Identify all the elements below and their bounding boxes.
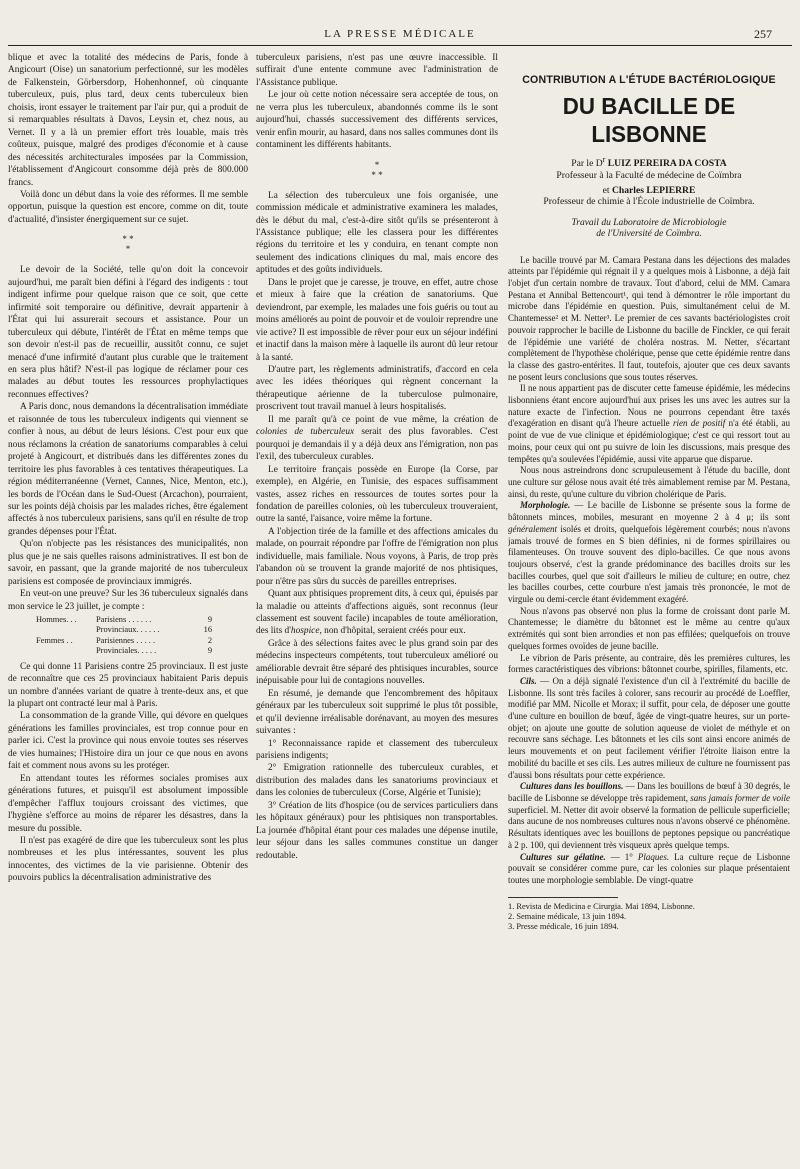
table-row: Femmes . . Parisiennes . . . . . 2 [36,635,212,645]
section-separator: * * * [122,234,134,255]
paragraph: Cils. — On a déjà signalé l'existence d'un cil à l'extrémité du bacille de Lisbonne. Ils sont très faciles à colorer, sans recourir au procédé de Loeffler, modifié par MM. Nicolle et Morax; il suffit, pour cela, de déposer une goutte d'une culture en bouillon de bœuf, âgée de vingt-quatre heures, sur un porte-objet; on ajoute une goutte de solution aqueuse de violet de méthyle et on recouvre sans séchage. Les bâtonnets et les cils sont ainsi encore animés de leurs mouvements et on peut facilement vérifier l'étroite liaison entre la mobilité du bacille et ses cils. Les autres milieux de culture ne fournissent pas d'aussi bons résultats pour cette expérience. [508,675,790,780]
paragraph: Il me paraît qu'à ce point de vue même, la création de colonies de tuberculeux serait des plus favorables. C'est pourquoi je demandais il y a déjà deux ans l'émigration, non pas l'exil, des tuberculeux curables. [256,414,498,463]
paragraph: Il n'est pas exagéré de dire que les tuberculeux sont les plus nombreuses et les plus intéressantes, souvent les plus innocentes, des victimes de la vie parisienne. Obtenir des pouvoirs publics la décentralisation administrative des [8,836,248,884]
paragraph: En résumé, je demande que l'encombrement des hôpitaux généraux par les tuberculeux soit supprimé le plus tôt possible, et qu'il devienne irréalisable dorénavant, au moyen des mesures suivantes : [256,688,498,737]
article-body [508,255,790,933]
list-item: 3° Création de lits d'hospice (ou de services particuliers dans les hôpitaux généraux) pour les phtisiques non transportables. La journée d'hôpital étant pour ces malades une dépense inutile, leur séjour dans les salles communes constitue un danger redoutable. [256,800,498,861]
paragraph: Le devoir de la Société, telle qu'on doit la concevoir aujourd'hui, me paraît bien défini à l'égard des indigents : tout indigent infirme pour quelque raison que ce soit, que cette infirmité soit temporaire ou définitive, devrait appartenir à l'État qui lui assurerait secours et assistance. Pour un tuberculeux qui débute, l'intérêt de l'État en même temps que son devoir n'est-il pas de recueillir, aussitôt connu, ce sujet menacé d'une infirmité d'autant plus curable que le traitement en sera plus hâtif? N'est-il pas logique de réclamer pour ces malades au début toutes les ressources prophylactiques reconnues effectives? [8,265,248,400]
paragraph: Nous n'avons pas observé non plus la forme de croissant dont parle M. Chantemesse; le diamètre du bâtonnet est le même au centre qu'aux extrémités qui sont bien arrondies et non pas effilées; quelquefois on trouve quelques formes ovoïdes de jeune bacille. [508,605,790,651]
list-item: 1° Reconnaissance rapide et classement des tuberculeux parisiens indigents; [256,738,498,762]
paragraph: En attendant toutes les réformes sociales promises aux générations futures, et puisqu'il est absolument impossible d'empêcher l'afflux toujours croissant des victimes, que l'hygiène s'efforce au moins de réparer les désastres, dans la mesure du possible. [8,773,248,834]
laboratory-note: Travail du Laboratoire de Microbiologie de l'Université de Coïmbra. [571,217,727,240]
paragraph: En veut-on une preuve? Sur les 36 tuberculeux signalés dans mon service le 23 juillet, je compte : [8,589,248,612]
footnote: 3. Presse médicale, 16 juin 1894. [508,922,619,932]
column-3 [508,52,790,1164]
page-header [0,26,800,44]
section-heading: Morphologie. [520,500,571,511]
journal-title: LA PRESSE MÉDICALE [324,28,476,40]
emphasis: colonies de tuberculeux [256,427,355,438]
column-1 [8,52,248,1164]
article-supertitle: CONTRIBUTION A L'ÉTUDE BACTÉRIOLOGIQUE [522,74,776,86]
list-item: 2° Emigration rationnelle des tuberculeux curables, et distribution des malades dans les sanatoriums provinciaux et dans les colonies de tuberculeux (Corse, Algérie et Tunisie); [256,763,498,799]
page-number: 257 [754,27,772,41]
section-heading: Cils. [520,675,537,686]
article-title: DU BACILLE DE LISBONNE [562,93,736,148]
table-row: Provinciales. . . . . 9 [96,646,212,656]
paragraph: Nous nous astreindrons donc scrupuleusement à l'étude du bacille, dont une culture sur gélose nous avait été très aimablement remise par M. Pestana, ainsi, du reste, qu'une culture du vibrion cholérique de Paris. [508,465,790,499]
statistics-table [36,615,248,657]
paragraph: blique et avec la totalité des médecins de Paris, fonde à Angicourt (Oise) un sanatorium perfectionné, sur les modèles de Falkenstein, Görbersdorp, Hohenhonnef, où cinquante tuberculeux, puis, plus tard, deux cents tuberculeux bien choisis, iront essayer le traitement par l'air pur, qui a produit de si remarquables résultats à Davos, Leysin et, chez nous, au Vernet. Il y a là un premier effort très louable, mais très coûteux, puisque, malgré des prodiges d'économie et à cause des nécessités architecturales imposées par la Commission, l'établissement d'Angicourt consomme déjà près de 800.000 francs. [8,53,248,188]
column-2 [256,52,498,1164]
section-heading: Cultures dans les bouillons. [520,781,624,792]
author-affiliation: Professeur de chimie à l'École industrielle de Coïmbra. [543,196,755,208]
paragraph: Cultures dans les bouillons. — Dans les bouillons de bœuf à 30 degrés, le bacille de Lisbonne se développe très rapidement, sans jamais former de voile superficiel. M. Netter dit avoir observé la formation de pellicule superficielle; dans aucune de nos nombreuses cultures nous n'avons observé ce phénomène. Résultats identiques avec les bouillons de peptones pepsique ou pancréatique à 2 p. 100, qui deviennent très visqueux après quelque temps. [508,781,790,850]
author-affiliation: Professeur à la Faculté de médecine de Coïmbra [556,170,742,182]
footnote-rule [508,897,618,898]
emphasis: hospice [290,626,320,637]
paragraph: Quant aux phtisiques proprement dits, à ceux qui, épuisés par la maladie ou atteints d'affections aiguës, sont reconnus (leur classement est souvent facile) incapables de toute amélioration, des lits d'hospice, non d'hôpital, seraient créés pour eux. [256,589,498,637]
paragraph: D'autre part, les règlements administratifs, d'accord en cela avec les idées théoriques qui règnent concernant la thérapeutique aérienne de la tuberculose pulmonaire, proscrivent tout travail manuel à leurs hospitalisés. [256,364,498,413]
paragraph: Voilà donc un début dans la voie des réformes. Il me semble opportun, puisque la question est encore, comme on dit, toute d'actualité, d'insister énergiquement sur ce sujet. [8,189,248,225]
paragraph: Il ne nous appartient pas de discuter cette fameuse épidémie, les médecins lisbonniens étant encore aujourd'hui aux prises les uns avec les autres sur la nature exacte de l'infection. Nous ne pourrons cependant être taxés d'exagération en disant qu'à l'heure actuelle rien de positif n'a été établi, au point de vue de vue clinique et épidémiologique; c'est ce qui ressort tout au moins, pour ceux qui ont pu suivre de loin les discussions, mais presque des tempêtes qu'a soulevées l'épidémie, aussi vite apparue que disparue. [508,383,790,464]
paragraph: Grâce à des sélections faites avec le plus grand soin par des médecins inspecteurs compétents, tout tuberculeux amélioré ou améliorable devrait être séparé des phtisiques incurables, source inépuisable pour lui de contagions nouvelles. [256,638,498,687]
table-row: Provinciaux. . . . . . 16 [96,625,212,635]
paragraph: Le territoire français possède en Europe (la Corse, par exemple), en Algérie, en Tunisie, des espaces suffisamment vastes, assez riches en ressources de toutes sortes pour la fondation de pareilles colonies, où les tuberculeux trouveraient, outre la santé, l'aisance, voire même la fortune. [256,464,498,525]
paragraph: Ce qui donne 11 Parisiens contre 25 provinciaux. Il est juste de reconnaître que ces 25 provinciaux habitaient Paris depuis un nombre d'années variant de quatre à trente-deux ans, et que la plupart ont contracté leur mal à Paris. [8,661,248,710]
author-name: Charles LEPIERRE [611,184,696,196]
paragraph: La consommation de la grande Ville, qui dévore en quelques générations les familles provinciales, est trop connue pour en parler ici. C'est la province qui nous envoie toutes ses réserves de vies humaines; l'Histoire dira un jour ce que nous en avons fait et comment nous avons su les protéger. [8,711,248,772]
footnote: 2. Semaine médicale, 13 juin 1894. [508,912,627,922]
paragraph: A Paris donc, nous demandons la décentralisation immédiate et raisonnée de tous les tuberculeux indigents qui viennent se confier à nous, au début de leurs lésions. C'est pour eux que nous réclamons la création de sanatoriums comparables à celui projeté à Angicourt, et distribués dans les différentes zones du territoire les plus favorables à ces tentatives thérapeutiques. La région méditerranéenne (Vernet, Cannes, Nice, Menton, etc.), les bords de l'Océan dans le Sud-Ouest (Arcachon), pourraient, sur les points déjà choisis par les malades riches, être également affectés à nos tuberculeux parisiens, sans qu'il en résulte de trop grandes dépenses pour l'État. [8,402,248,537]
paragraph: tuberculeux parisiens, n'est pas une œuvre inaccessible. Il suffirait d'une entente commune avec l'administration de l'Assistance publique. [256,53,498,88]
paragraph: A l'objection tirée de la famille et des affections amicales du malade, on pourrait répondre par l'offre de l'émigration non plus individuelle, mais familiale. Nous voyons, à Paris, de trop près l'abandon où se trouvent la grande majorité de nos phtisiques, pour n'être pas sûrs du succès de pareilles entreprises. [256,526,498,587]
table-row: Hommes. . . Parisiens . . . . . . 9 [36,615,212,625]
paragraph: Le jour où cette notion nécessaire sera acceptée de tous, on ne verra plus les tuberculeux, abandonnés comme ils le sont aujourd'hui, chassés successivement des différents services, venir enfin mourir, au hasard, dans nos salles communes dont ils contaminent les différents habitants. [256,90,498,151]
header-rule [8,45,792,46]
paragraph: Le vibrion de Paris présente, au contraire, dès les premières cultures, les formes caractéristiques des vibrions: bâtonnet courbe, spirilles, filaments, etc. [508,652,790,675]
paragraph: Le bacille trouvé par M. Camara Pestana dans les déjections des malades atteints par l'épidémie qui régnait il y a quelques mois à Lisbonne, a déjà fait l'objet d'un certain nombre de travaux. Tout d'abord, celui de MM. Camara Pestana et Annibal Bettencourt¹, qui tend à démontrer le rôle important du microbe dans l'épidémie en question. Puis, simultanément celui de M. Chantemesse² et M. Netter³. Le premier de ces savants bactériologistes croit pouvoir rapprocher le bacille de Lisbonne du bacille de Finckler, ce qui ferait de l'épidémie une variété de choléra nostras. M. Netter, s'écartant complètement de l'hypothèse cholérique, pense que cette épidémie rentre dans la classe des gastro-entérites. Il faut, toutefois, ajouter que ces deux savants ne posent leurs conclusions que sous toutes réserves. [508,254,790,382]
footnote: 1. Revista de Medicina e Cirurgia. Mai 1894, Lisbonne. [508,901,695,911]
byline: Par le $D^r$ LUIZ PEREIRA DA COSTA Professeur à la Faculté de médecine de Coïmbra et Charles LEPIERRE Professeur de chimie à l'École industrielle de Coïmbra. [543,155,755,208]
paragraph: La sélection des tuberculeux une fois organisée, une commission médicale et administrative examinera les malades, dès le début du mal, c'est-à-dire sitôt qu'ils se présenteront à l'Assistance publique; elle les classera pour les différentes régions du territoire et les y conduira, en tenant compte non seulement des indications cliniques du mal, mais encore des aptitudes et des goûts individuels. [256,190,498,276]
paragraph: Dans le projet que je caresse, je trouve, en effet, autre chose et mieux à faire que la création de sanatoriums. Que deviendront, par exemple, les malades une fois guéris ou tout au moins améliorés au point de pouvoir et de vouloir reprendre une vie active? Il est impossible de rêver pour eux un séjour indéfini et inactif dans la maison mère à laquelle ils auront dû leur retour à la santé. [256,277,498,363]
author-name: LUIZ PEREIRA DA COSTA [607,158,727,170]
section-separator: * * * [371,159,383,180]
paragraph: Qu'on n'objecte pas les résistances des municipalités, non plus que je ne sais quelles raisons administratives. Il est bon de savoir, en passant, que la grande majorité de nos tuberculeux parisiens est composée de provinciaux immigrés. [8,539,248,587]
paragraph: Morphologie. — Le bacille de Lisbonne se présente sous la forme de bâtonnets minces, mobiles, mesurant en moyenne 2 à 4 μ; ils sont généralement isolés et droits, quelquefois légèrement courbés; nous n'avons jamais trouvé de formes en S bien définies, ni de formes spirillaires ou filamenteuses. On trouve souvent des diplo-bacilles. Ce que nous avons toujours observé, c'est la grande prédominance des bacilles droits sur les bacilles courbes, quel que soit d'ailleurs le milieu de culture; en outre, chez les bacilles courbes, cette courbure n'est jamais très prononcée, le mot de virgule ou demi-cercle étant évidemment exagéré. [508,500,790,605]
section-heading: Cultures sur gélatine. [520,851,606,862]
paragraph: Cultures sur gélatine. — 1° Plaques. La culture reçue de Lisbonne pouvait se considérer comme pure, car les colonies sur plaque présentaient toutes une morphologie semblable. De vingt-quatre [508,851,790,885]
